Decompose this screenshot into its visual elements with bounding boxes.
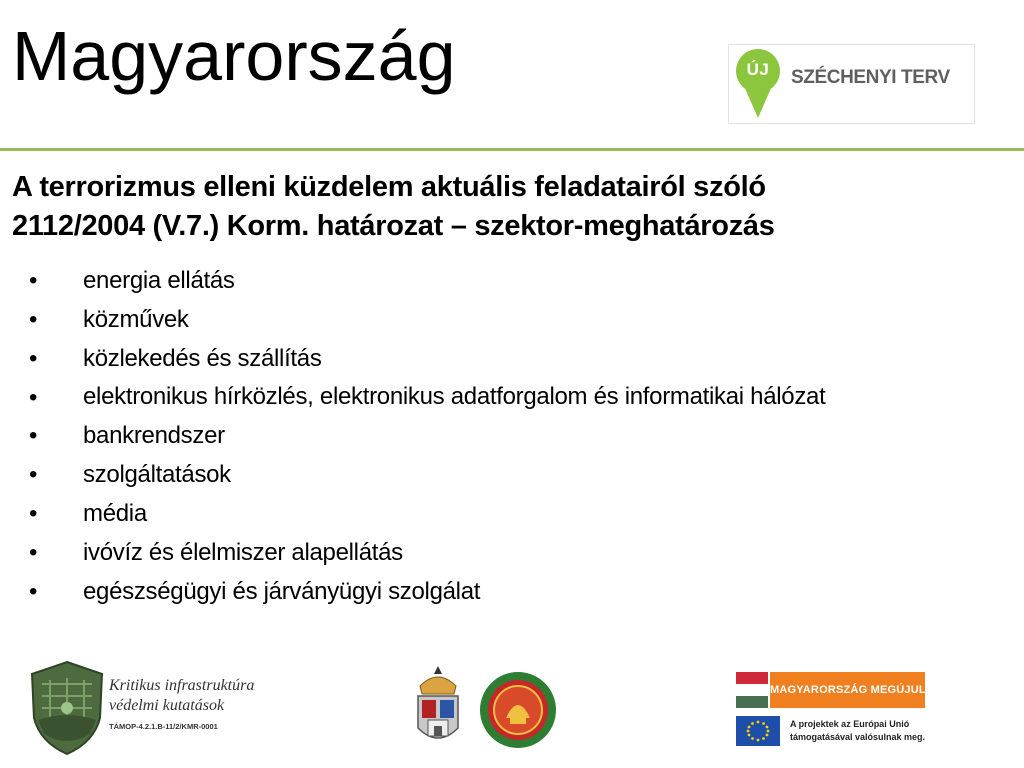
heading-line-1: A terrorizmus elleni küzdelem aktuális feladatairól szóló <box>12 171 766 203</box>
magyarorszag-megujul-banner <box>736 672 925 708</box>
bullet-dot: • <box>29 461 38 488</box>
bullet-dot: • <box>29 539 38 566</box>
list-item: • energia ellátás <box>0 261 983 300</box>
szechenyi-terv-logo <box>728 44 975 124</box>
kritikus-logo-text: Kritikus infrastruktúra védelmi kutatások <box>109 677 255 714</box>
szechenyi-badge-text: ÚJ <box>746 60 770 79</box>
list-item: • bankrendszer <box>0 416 983 455</box>
list-item: • elektronikus hírközlés, elektronikus adatforgalom és informatikai hálózat <box>0 378 983 416</box>
eu-flag-icon <box>736 716 780 746</box>
bullet-dot: • <box>29 578 38 605</box>
bullet-dot: • <box>29 500 38 527</box>
map-pin-icon <box>735 48 781 120</box>
list-item: • közművek <box>0 300 983 339</box>
list-item: • szolgáltatások <box>0 455 983 494</box>
bullet-dot: • <box>29 422 38 449</box>
section-heading <box>12 168 1012 246</box>
bullet-dot: • <box>29 384 38 411</box>
bullet-dot: • <box>29 306 38 333</box>
hungarian-flag-icon <box>736 672 768 708</box>
list-item: • közlekedés és szállítás <box>0 339 983 378</box>
list-item: • egészségügyi és járványügyi szolgálat <box>0 572 983 611</box>
sector-list <box>0 261 1024 611</box>
szechenyi-name: SZÉCHENYI TERV <box>791 67 950 88</box>
title-divider <box>0 148 1024 151</box>
church-seal-icon <box>478 670 558 750</box>
bullet-dot: • <box>29 267 38 294</box>
megujul-label: MAGYARORSZÁG MEGÚJUL <box>770 672 925 708</box>
list-item: • ivóvíz és élelmiszer alapellátás <box>0 533 983 572</box>
slide-title: Magyarország <box>12 17 456 95</box>
list-item: • média <box>0 494 983 533</box>
tamop-code: TÁMOP-4.2.1.B-11/2/KMR-0001 <box>109 722 218 731</box>
bullet-dot: • <box>29 345 38 372</box>
city-crest-icon <box>412 664 464 752</box>
heading-line-2: 2112/2004 (V.7.) Korm. határozat – szektor-meghatározás <box>12 210 775 242</box>
eu-support-text: A projektek az Európai Unió támogatásával valósulnak meg. <box>790 719 926 742</box>
shield-logo-icon <box>30 660 104 756</box>
